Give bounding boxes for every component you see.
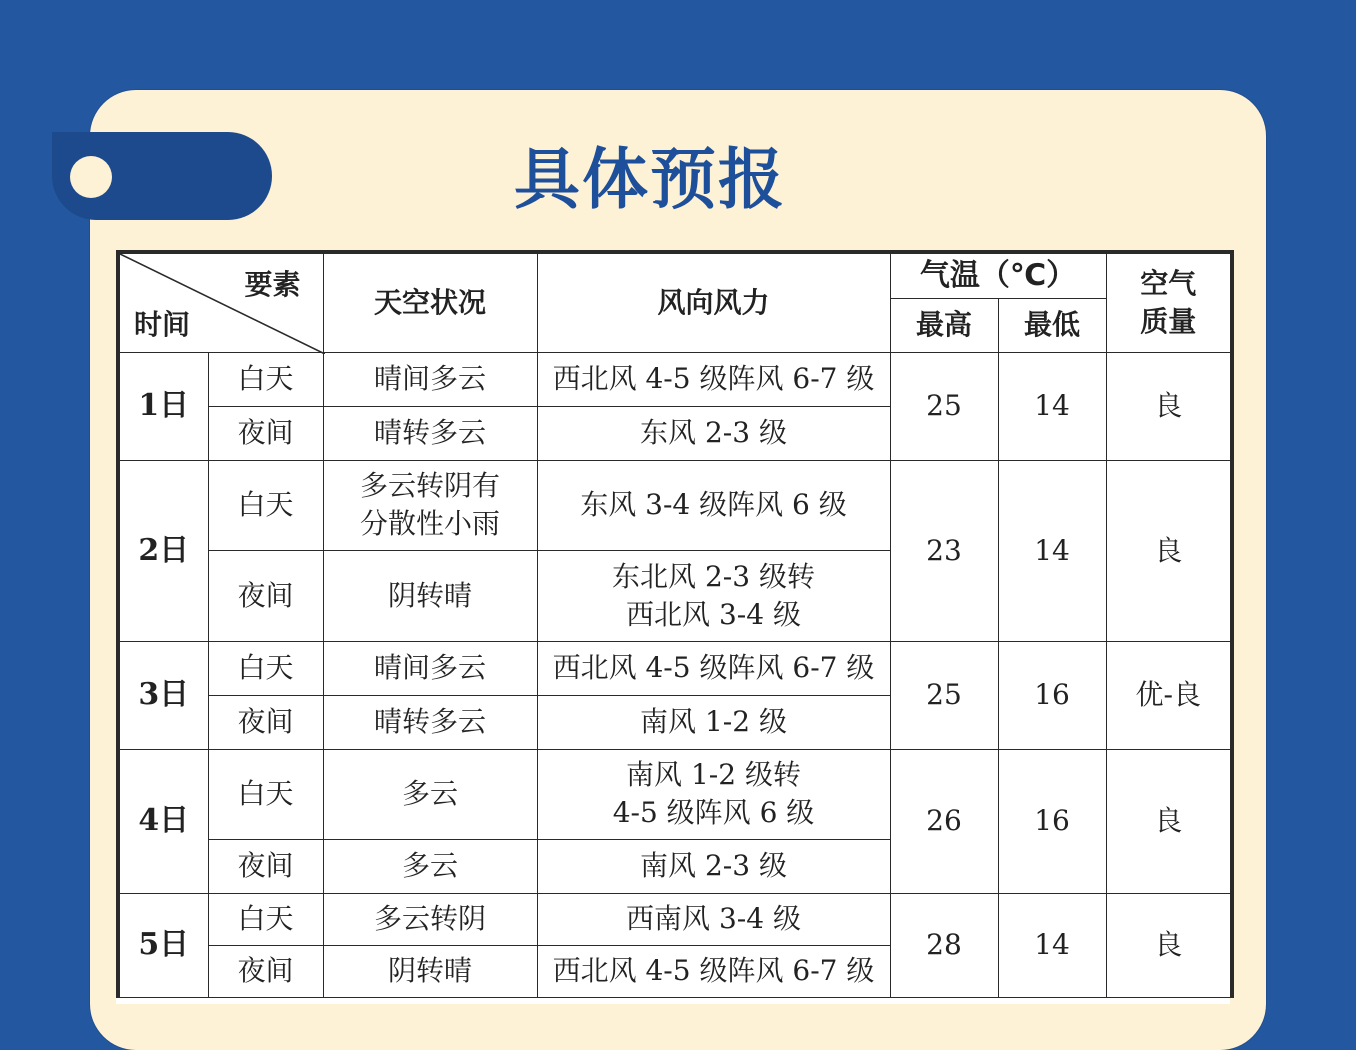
wind-cell (537, 641, 890, 695)
header-temp-low: 最低 (998, 298, 1106, 352)
sky-condition-text: 多云 (401, 849, 458, 882)
sky-condition-text: 晴转多云 (373, 416, 486, 449)
period-label: 夜间 (208, 839, 323, 893)
wind-text: 西南风 3-4 级 (626, 902, 801, 935)
temp-low-value: 14 (998, 893, 1106, 997)
wind-cell (537, 550, 890, 641)
sky-condition-cell (323, 641, 537, 695)
wind-text: 南风 1-2 级转 (626, 758, 801, 791)
wind-cell (537, 839, 890, 893)
wind-text: 西北风 3-4 级 (626, 597, 801, 631)
temp-low-value: 14 (998, 460, 1106, 641)
sky-condition-text: 晴间多云 (373, 362, 486, 395)
forecast-table-wrapper (116, 250, 1230, 1004)
sky-condition-text: 晴间多云 (373, 651, 486, 684)
temp-high-value: 26 (890, 749, 998, 893)
period-label: 白天 (208, 893, 323, 945)
period-label: 夜间 (208, 406, 323, 460)
wind-text: 西北风 4-5 级阵风 6-7 级 (552, 651, 875, 684)
header-wind: 风向风力 (537, 252, 890, 352)
wind-text: 南风 2-3 级 (640, 849, 787, 882)
wind-text: 南风 1-2 级 (640, 705, 787, 738)
header-row-1 (118, 252, 1232, 298)
corner-label-time: 时间 (134, 307, 191, 341)
wind-cell (537, 352, 890, 406)
sky-condition-text: 多云 (401, 777, 458, 810)
temp-low-value: 14 (998, 352, 1106, 460)
forecast-row-4-day (118, 749, 1232, 839)
forecast-table (116, 250, 1234, 998)
temp-high-value: 23 (890, 460, 998, 641)
header-air-line1: 空气 (1140, 266, 1197, 300)
day-label: 1日 (118, 352, 208, 460)
period-label: 夜间 (208, 945, 323, 997)
wind-text: 4-5 级阵风 6 级 (612, 796, 815, 829)
day-label: 3日 (118, 641, 208, 749)
day-label: 4日 (118, 749, 208, 893)
tab-hole-decoration (70, 156, 112, 198)
sky-condition-text: 多云转阴有 (359, 469, 500, 502)
header-air-quality (1106, 252, 1232, 352)
sky-condition-cell (323, 839, 537, 893)
period-label: 白天 (208, 749, 323, 839)
period-label: 夜间 (208, 550, 323, 641)
header-sky: 天空状况 (323, 252, 537, 352)
wind-cell (537, 945, 890, 997)
air-quality-value: 良 (1106, 352, 1232, 460)
day-label: 2日 (118, 460, 208, 641)
air-quality-value: 优-良 (1106, 641, 1232, 749)
period-label: 白天 (208, 641, 323, 695)
forecast-row-2-day (118, 460, 1232, 550)
wind-cell (537, 893, 890, 945)
wind-cell (537, 460, 890, 550)
wind-text: 西北风 4-5 级阵风 6-7 级 (552, 362, 875, 395)
temp-high-value: 28 (890, 893, 998, 997)
wind-cell (537, 749, 890, 839)
wind-cell (537, 406, 890, 460)
period-label: 白天 (208, 460, 323, 550)
corner-label-elements: 要素 (244, 268, 301, 301)
wind-cell (537, 695, 890, 749)
header-temp-high: 最高 (890, 298, 998, 352)
sky-condition-text: 晴转多云 (373, 705, 486, 738)
header-air-line2: 质量 (1140, 304, 1197, 338)
sky-condition-cell (323, 352, 537, 406)
wind-text: 西北风 4-5 级阵风 6-7 级 (552, 954, 875, 987)
period-label: 白天 (208, 352, 323, 406)
header-temp: 气温（℃） (890, 252, 1106, 298)
forecast-row-3-day (118, 641, 1232, 695)
temp-high-value: 25 (890, 641, 998, 749)
air-quality-value: 良 (1106, 749, 1232, 893)
sky-condition-cell (323, 893, 537, 945)
wind-text: 东风 3-4 级阵风 6 级 (580, 488, 847, 521)
sky-condition-cell (323, 460, 537, 550)
air-quality-value: 良 (1106, 460, 1232, 641)
sky-condition-text: 多云转阴 (373, 902, 486, 935)
sky-condition-cell (323, 550, 537, 641)
temp-low-value: 16 (998, 641, 1106, 749)
card-tab (52, 132, 272, 220)
wind-text: 东北风 2-3 级转 (612, 559, 815, 593)
temp-high-value: 25 (890, 352, 998, 460)
sky-condition-text: 阴转晴 (387, 578, 472, 612)
forecast-row-1-day (118, 352, 1232, 406)
corner-header-cell (118, 252, 323, 352)
day-label: 5日 (118, 893, 208, 997)
sky-condition-cell (323, 695, 537, 749)
page-title: 具体预报 (514, 141, 786, 218)
forecast-row-5-day (118, 893, 1232, 945)
wind-text: 东风 2-3 级 (640, 416, 787, 449)
period-label: 夜间 (208, 695, 323, 749)
temp-low-value: 16 (998, 749, 1106, 893)
sky-condition-text: 阴转晴 (387, 954, 472, 987)
sky-condition-text: 分散性小雨 (359, 507, 500, 540)
sky-condition-cell (323, 945, 537, 997)
sky-condition-cell (323, 406, 537, 460)
sky-condition-cell (323, 749, 537, 839)
air-quality-value: 良 (1106, 893, 1232, 997)
